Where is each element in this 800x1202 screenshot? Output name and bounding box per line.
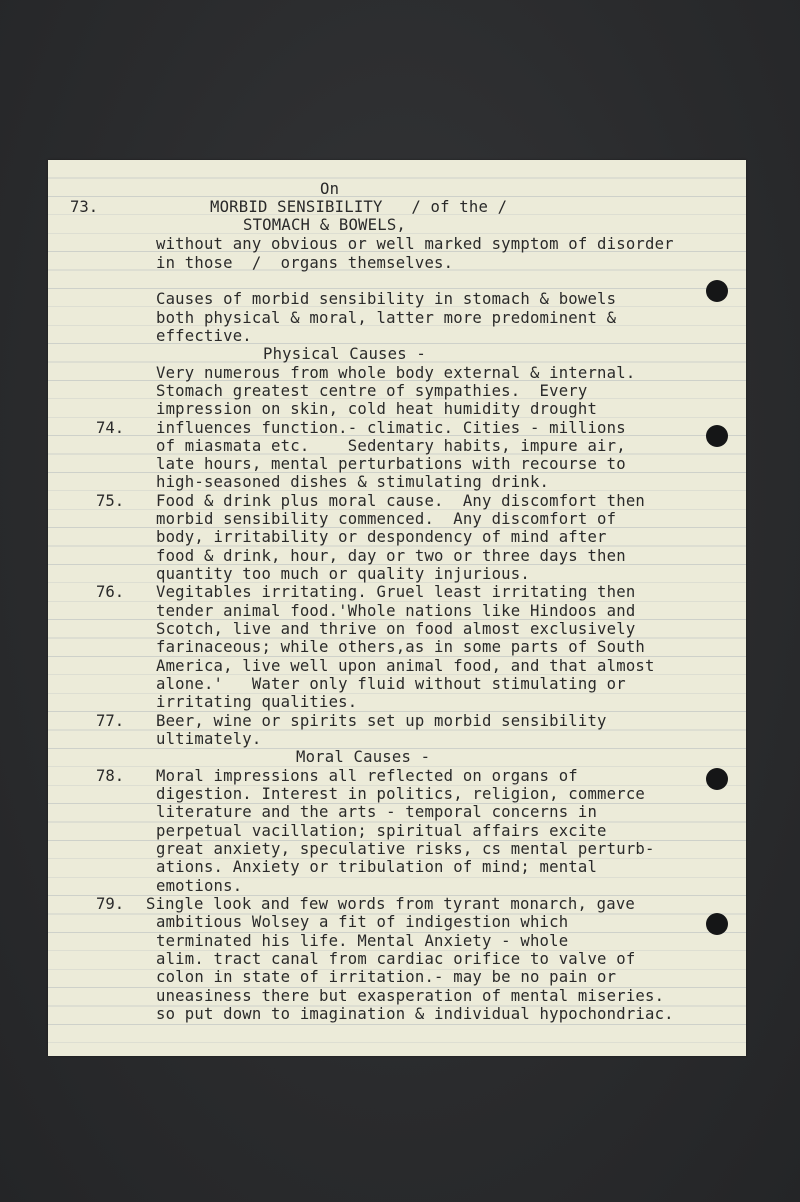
text-line: emotions. [156,877,243,895]
text-line: alone.' Water only fluid without stimulating or [156,675,626,693]
text-line: tender animal food.'Whole nations like Hindoos and [156,602,636,620]
text-line: quantity too much or quality injurious. [156,565,530,583]
text-line: Causes of morbid sensibility in stomach & bowels [156,290,617,308]
text-line: high-seasoned dishes & stimulating drink. [156,473,550,491]
text-line: colon in state of irritation.- may be no pain or [156,968,617,986]
text-line: impression on skin, cold heat humidity drought [156,400,598,418]
section-heading: Moral Causes - [296,748,431,766]
punch-hole-icon [706,425,728,447]
paragraph-number: 75. [96,492,125,510]
paragraph-number: 74. [96,419,125,437]
text-line: literature and the arts - temporal concerns in [156,803,598,821]
punch-hole-icon [706,768,728,790]
text-line: ations. Anxiety or tribulation of mind; mental [156,858,598,876]
text-line: Vegitables irritating. Gruel least irritating then [156,583,636,601]
text-line: food & drink, hour, day or two or three days then [156,547,626,565]
text-line: late hours, mental perturbations with recourse to [156,455,626,473]
text-line: America, live well upon animal food, and that almost [156,657,655,675]
punch-hole-icon [706,913,728,935]
heading-on: On [320,180,340,198]
text-line: perpetual vacillation; spiritual affairs excite [156,822,607,840]
punch-hole-icon [706,280,728,302]
text-line: morbid sensibility commenced. Any discomfort of [156,510,617,528]
text-line: great anxiety, speculative risks, cs mental perturb- [156,840,655,858]
text-line: in those / organs themselves. [156,254,454,272]
text-line: Single look and few words from tyrant monarch, gave [146,895,635,913]
text-line: irritating qualities. [156,693,358,711]
text-line: both physical & moral, latter more predominent & [156,309,617,327]
text-line: Scotch, live and thrive on food almost exclusively [156,620,636,638]
text-line: effective. [156,327,252,345]
text-line: alim. tract canal from cardiac orifice to valve of [156,950,636,968]
text-line: Beer, wine or spirits set up morbid sensibility [156,712,607,730]
heading-subtitle: STOMACH & BOWELS, [243,216,406,234]
paragraph-number: 77. [96,712,125,730]
text-line: ultimately. [156,730,262,748]
text-line: Very numerous from whole body external & internal. [156,364,636,382]
paragraph-number: 78. [96,767,125,785]
text-line: Food & drink plus moral cause. Any discomfort then [156,492,645,510]
text-line: farinaceous; while others,as in some parts of South [156,638,645,656]
text-line: terminated his life. Mental Anxiety - whole [156,932,569,950]
text-line: ambitious Wolsey a fit of indigestion which [156,913,569,931]
text-line: without any obvious or well marked symptom of disorder [156,235,674,253]
paragraph-number: 76. [96,583,125,601]
paragraph-number: 79. [96,895,125,913]
text-line: of miasmata etc. Sedentary habits, impure air, [156,437,626,455]
text-line: Moral impressions all reflected on organs of [156,767,578,785]
text-line: so put down to imagination & individual hypochondriac. [156,1005,674,1023]
text-line: body, irritability or despondency of mind after [156,528,607,546]
text-line: digestion. Interest in politics, religion, commerce [156,785,645,803]
text-line: uneasiness there but exasperation of mental miseries. [156,987,665,1005]
text-line: Stomach greatest centre of sympathies. Every [156,382,588,400]
section-heading: Physical Causes - [263,345,426,363]
text-line: influences function.- climatic. Cities - millions [156,419,626,437]
heading-title: MORBID SENSIBILITY / of the / [210,198,508,216]
paragraph-number: 73. [70,198,99,216]
typed-document-page [48,160,746,1056]
